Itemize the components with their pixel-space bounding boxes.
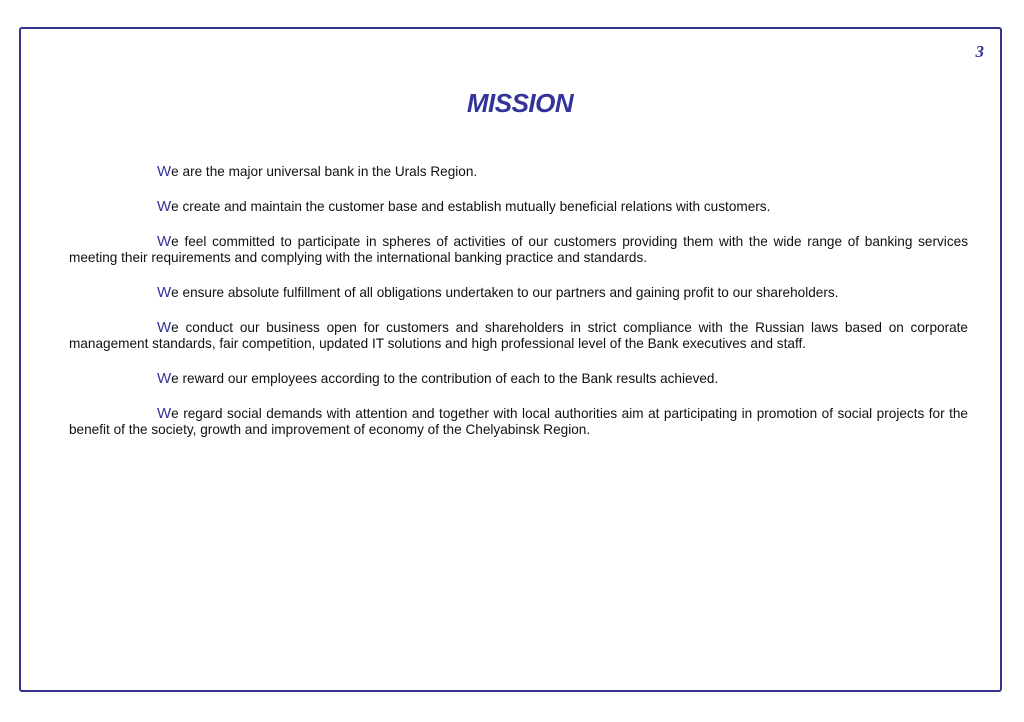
- page-number: 3: [975, 42, 984, 61]
- paragraph-text: e ensure absolute fulfillment of all obligations undertaken to our partners and gaining profit to our shareholders.: [171, 285, 839, 300]
- paragraph-initial: W: [157, 198, 172, 215]
- paragraph-text: e are the major universal bank in the Urals Region.: [171, 164, 478, 179]
- paragraph-initial: W: [157, 163, 172, 180]
- mission-paragraph: [69, 371, 968, 387]
- paragraph-text: e create and maintain the customer base and establish mutually beneficial relations with customers.: [171, 199, 771, 214]
- mission-statements: [69, 164, 968, 457]
- mission-paragraph: [69, 320, 968, 352]
- mission-paragraph: [69, 234, 968, 266]
- page-title: MISSION: [466, 88, 574, 118]
- paragraph-initial: W: [157, 233, 172, 250]
- mission-paragraph: [69, 285, 968, 301]
- paragraph-initial: W: [157, 284, 172, 301]
- paragraph-initial: W: [157, 405, 172, 422]
- mission-paragraph: [69, 406, 968, 438]
- paragraph-text: e conduct our business open for customers and shareholders in strict compliance with the Russian laws based on corporate management standards, fair competition, updated IT solutions and high professional level of the Bank executives and staff.: [69, 320, 968, 351]
- paragraph-text: e feel committed to participate in spheres of activities of our customers providing them with the wide range of banking services meeting their requirements and complying with the international banking practice and standards.: [69, 234, 968, 265]
- mission-paragraph: [69, 199, 968, 215]
- paragraph-text: e regard social demands with attention and together with local authorities aim at participating in promotion of social projects for the benefit of the society, growth and improvement of economy of the Chelyabinsk Region.: [69, 406, 968, 437]
- paragraph-initial: W: [157, 370, 172, 387]
- paragraph-initial: W: [157, 319, 172, 336]
- paragraph-text: e reward our employees according to the contribution of each to the Bank results achieved.: [171, 371, 719, 386]
- mission-paragraph: [69, 164, 968, 180]
